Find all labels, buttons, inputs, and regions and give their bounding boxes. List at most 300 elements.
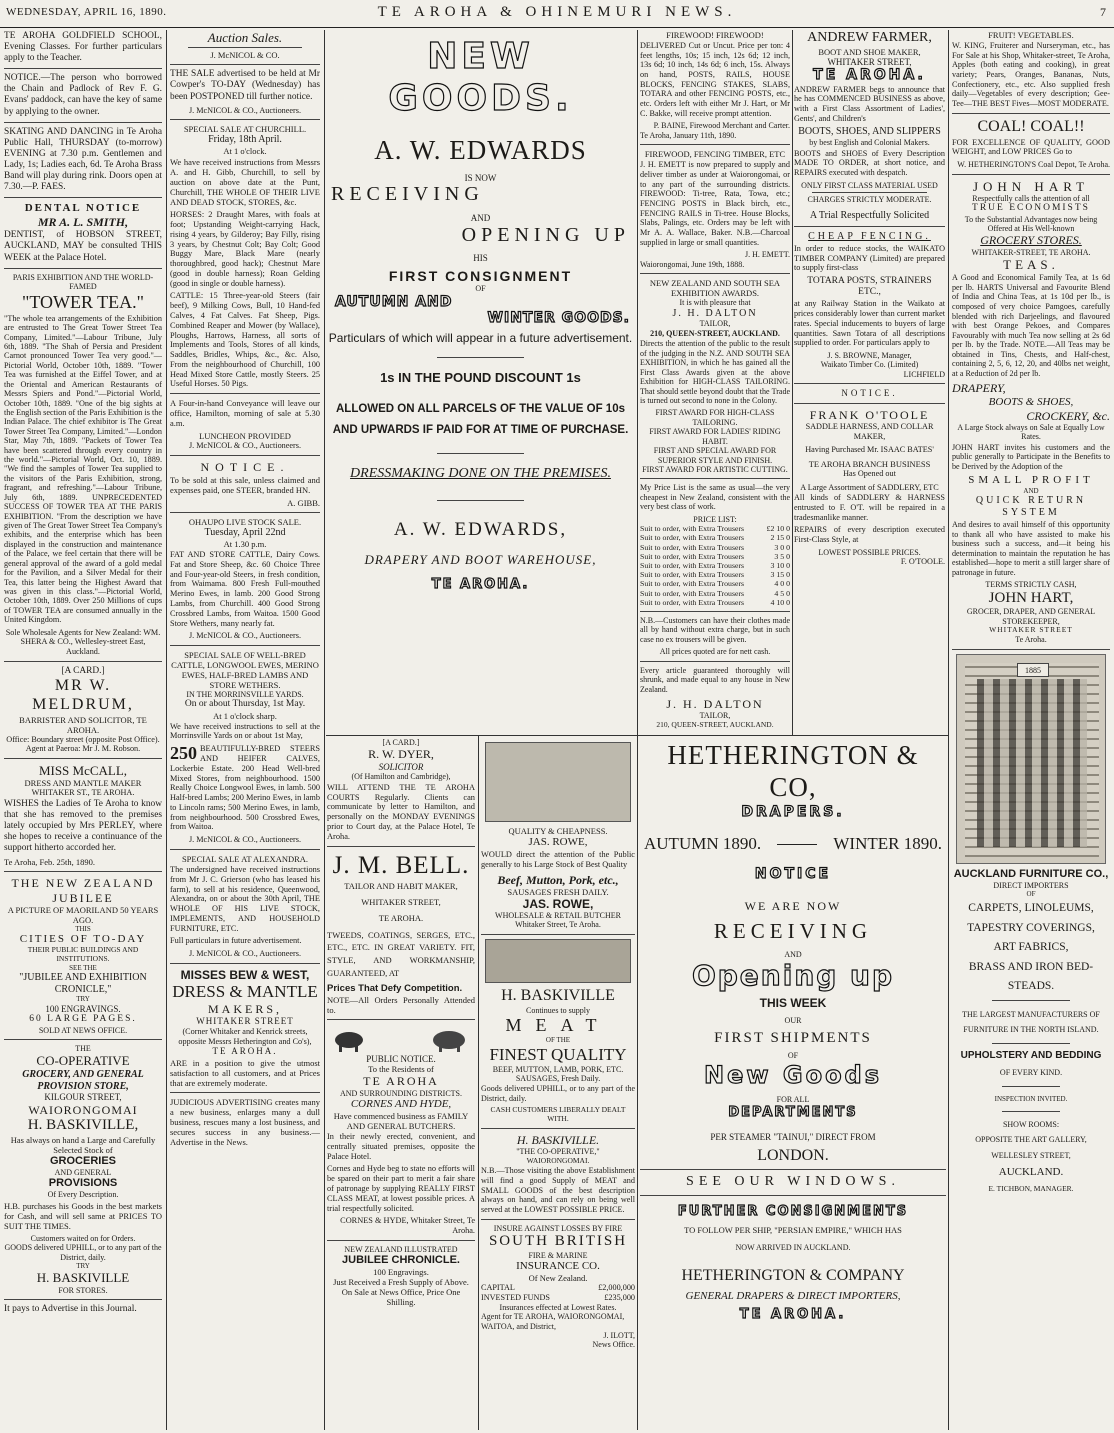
coop-sub: GROCERY, AND GENERAL PROVISION STORE, bbox=[22, 1068, 144, 1092]
coop-the: THE bbox=[75, 1043, 91, 1053]
cattle-illustration bbox=[485, 742, 631, 822]
baskiville-uphill: Goods delivered UPHILL, or to any part of the District, daily. bbox=[481, 1084, 635, 1103]
jubilee-chronicle: JUBILEE CHRONICLE. bbox=[342, 1254, 460, 1267]
hart-economists: TRUE ECONOMISTS bbox=[972, 203, 1090, 214]
pig-illustration bbox=[327, 1024, 475, 1054]
akl-title: AUCKLAND FURNITURE CO., bbox=[953, 867, 1109, 880]
heth-town: TE AROHA. bbox=[739, 1306, 847, 1322]
akl-brass: BRASS AND IRON BED- bbox=[968, 960, 1094, 973]
baskiville-name-2: H. BASKIVILLE. bbox=[516, 1133, 600, 1148]
cheap-body2: at any Railway Station in the Waikato at prices considerably lower than current market rates. Special inducements to buyers of large quantities. Sawn Totara of all descriptions supplied to order. For particulars apply to bbox=[794, 299, 945, 348]
dress-mantle: DRESS & MANTLE bbox=[172, 982, 318, 1002]
residents-sub: AND SURROUNDING DISTRICTS. bbox=[339, 1088, 462, 1098]
sb-body: Insurances effected at Lowest Rates. bbox=[499, 1302, 617, 1312]
akl-art: ART FABRICS, bbox=[993, 941, 1069, 954]
price-value: 3 15 0 bbox=[770, 570, 790, 580]
hart-teas-body: A Good and Economical Family Tea, at 1s 6d per lb. HARTS Universal and Favourite Blend of India and China Teas, at 1s 10d per lb., is composed of very choice Pamgoes, carefully blended with rich Darjeelings, and flavoured with best Orange Pekoes, and Compares Favourably with much Tea now selling at 2s 6d per lb. by the Trade. NOTE.—All Teas may be obtained in Tins, Chests, and Half-chest, containing 2, 5, 6, 12, 20, and 40lbs net weight, at a Reduction of 2d per lb. bbox=[952, 273, 1110, 378]
price-row bbox=[640, 589, 790, 598]
hart-small: SMALL PROFIT bbox=[968, 474, 1094, 487]
jubilee-sub4: "JUBILEE AND EXHIBITION CRONICLE," bbox=[19, 971, 147, 995]
ohaupo-body: FAT AND STORE CATTLE, Dairy Cows. Fat and Store Sheep, &c. 60 Choice Three and Four-year-old Steers, in fresh condition, from Waimama. 800 Fresh Full-mouthed Merino Ewes, in lamb. 200 Good Strong Lambs, from Churchill. 400 Good Strong Crossbred Lambs, from Waitoa. 1500 Good Store Wethers, many nearly fat. bbox=[170, 550, 320, 628]
hart-body3: JOHN HART invites his customers and the public generally to Participate in the Benefits to be Derived by the Adoption of the bbox=[952, 442, 1110, 471]
sale-body: We have received instructions to sell at the Morrinsville Yards on or about 1st May, bbox=[170, 721, 320, 741]
column-2 bbox=[170, 30, 320, 1430]
first-consignment: FIRST CONSIGNMENT bbox=[388, 267, 573, 284]
dental-title: DENTAL NOTICE bbox=[24, 202, 142, 215]
sb-agent-name: J. ILOTT, bbox=[603, 1331, 635, 1341]
baskiville-waior: WAIORONGOMAI. bbox=[526, 1155, 590, 1165]
price-value: 3 0 0 bbox=[774, 542, 790, 552]
column-5 bbox=[794, 30, 945, 735]
dyer-body: WILL ATTEND THE TE AROHA COURTS Regularly. Clients can communicate by letter to Hamilton, and personally on the MONDAY EVENINGS prior to Court day, at the Palace Hotel, Te Aroha. bbox=[327, 782, 475, 842]
firewood-head: FIREWOOD! FIREWOOD! bbox=[666, 30, 764, 40]
price-row bbox=[640, 552, 790, 561]
finest-quality: FINEST QUALITY bbox=[489, 1044, 627, 1064]
dalton-nb: N.B.—Customers can have their clothes made all by hand without extra charge, but in such case no ex trousers will be given. bbox=[640, 615, 790, 644]
heth-receiving: RECEIVING bbox=[713, 918, 873, 943]
heth-company: HETHERINGTON & COMPANY bbox=[681, 1266, 905, 1284]
hart-quick: QUICK RETURN SYSTEM bbox=[975, 495, 1087, 519]
farmer-name: ANDREW FARMER, bbox=[807, 30, 932, 45]
ohaupo-sale: OHAUPO LIVE STOCK SALE. bbox=[188, 517, 302, 528]
coop-orders: Customers waited on for Orders. bbox=[30, 1233, 136, 1243]
coop-try: TRY bbox=[76, 1262, 90, 1270]
sale-body: The undersigned have received instructions from Mr J. C. Grierson (who has leased his farm), to sell at his residence, Queenwood, Alexandra, on or about the 30th April, THE WHOLE OF HIS LIVE STOCK, IMPLEMENTS, AND HOUSEHOLD FURNITURE, ETC. bbox=[170, 864, 320, 933]
baskiville-supply: Continues to supply bbox=[525, 1005, 590, 1015]
farmer-body5: CHARGES STRICTLY MODERATE. bbox=[807, 195, 932, 205]
heth-departments: DEPARTMENTS bbox=[728, 1104, 858, 1120]
sale-body: Full particulars in future advertisement. bbox=[170, 936, 302, 946]
sale-time: At 1 o'clock. bbox=[223, 146, 267, 157]
baskiville-cash: CASH CUSTOMERS LIBERALLY DEALT WITH. bbox=[490, 1105, 626, 1124]
column-rule bbox=[948, 30, 949, 1430]
heth-of: OF bbox=[787, 1051, 799, 1061]
award-2: FIRST AWARD FOR LADIES' RIDING HABIT. bbox=[649, 427, 781, 446]
lichfield: LICHFIELD bbox=[903, 369, 945, 379]
tea-body: "The whole tea arrangements of the Exhibition are entrusted to The Great Tower Street Tea Company, Limited."—Labour Tribune, July 6th, 1889. "The Shah of Persia and President Carnot pronounced Tower Tea very good."—Pictorial World, October 10th, 1889. "Tower Tea was furnished at the Eiffel Tower, and at the Oriental and American Restaurants of Messrs Spiers and Pond."—Pictorial World, October 10th, 1889. "One of the big sights at the English section of the Paris Exhibition is the Indian Palace. The chief exhibitor is The Great Tower Street Tea Company, Limited."—London Star, May 7th, 1889. "Packets of Tower Tea have been scattered through every country in the world."—Pictorial World, Oct. 10, 1889. "We find the samples of Tower Tea supplied to the visitors of the Paris Exhibition, strong, fragrant, and refreshing."—Labour Tribune, July 6th, 1889. UNPRECEDENTED SUCCESS OF TOWER TEA AT THE PARIS EXHIBITION. "From the description we have given of The Great Tower Street Tea Company's exhibits, and the enterprise which has been displayed in the construction and maintenance of the Palace, we feel certain that there will be general approval of the award of a gold medal for the Pavilion, and a Silver Medal for their Tea, this latter being the Highest Award that was given in this class."—Pictorial World, October 10th, 1889. Over 250 Millions of cups of TOWER TEA are consumed annually in the United Kingdom. bbox=[4, 313, 162, 625]
timber-sign: J. H. EMETT. bbox=[745, 250, 790, 260]
hart-body: Respectfully calls the attention of all bbox=[972, 193, 1090, 203]
hart-street: WHITAKER STREET bbox=[989, 625, 1073, 635]
column-3b bbox=[481, 738, 635, 1428]
hart-town: Te Aroha. bbox=[1015, 635, 1047, 645]
cornes-body: Have commenced business as FAMILY AND GENERAL BUTCHERS. bbox=[333, 1111, 469, 1132]
divider bbox=[326, 735, 637, 736]
heth-london: LONDON. bbox=[757, 1146, 829, 1164]
price-row bbox=[640, 598, 790, 607]
newspaper-title: TE AROHA & OHINEMURI NEWS. bbox=[377, 4, 737, 20]
akl-every-kind: OF EVERY KIND. bbox=[999, 1068, 1063, 1078]
firewood-body: DELIVERED Cut or Uncut. Price per ton: 4 feet lengths, 10s; 15 inch, 12s 6d; 12 inch, 13s 6d; 10 inch, 14s 6d; 6 inch, 15s. Always on hand, POSTS, RAILS, HOUSE BLOCKS, FENCING STAKES, SLABS, TOTARA and other FENCING POSTS, etc., etc. Orders left with either Mr J. Hart, or Mr C. Bakke, will receive prompt attention. bbox=[640, 41, 790, 118]
jubilee-sub1: A PICTURE OF MAORILAND 50 YEARS AGO. bbox=[7, 904, 159, 925]
number-250: 250 bbox=[170, 743, 197, 764]
price-row bbox=[640, 561, 790, 570]
akl-inspection: INSPECTION INVITED. bbox=[994, 1094, 1068, 1103]
and: AND bbox=[470, 213, 491, 223]
jubilee-sub2: CITIES OF TO-DAY bbox=[19, 932, 147, 945]
card-label: [A CARD.] bbox=[61, 665, 105, 676]
bell-trade: TAILOR AND HABIT MAKER, bbox=[344, 880, 458, 891]
residents-town: TE AROHA bbox=[363, 1074, 439, 1089]
rowe-trade: WHOLESALE & RETAIL BUTCHER bbox=[495, 910, 621, 920]
otoole-saddlery-body: All kinds of SADDLERY & HARNESS entrusted to F. O'T. will be repaired in a tradesmanlike manner. bbox=[794, 493, 945, 522]
special-sale-churchill: SPECIAL SALE AT CHURCHILL. bbox=[183, 124, 307, 135]
otoole-body: Having Purchased Mr. ISAAC BATES' bbox=[805, 445, 934, 455]
hart-address: WHITAKER-STREET, TE AROHA. bbox=[971, 247, 1091, 257]
coop-place: WAIORONGOMAI bbox=[28, 1102, 138, 1117]
cheap-body: In order to reduce stocks, the WAIKATO TIMBER COMPANY (Limited) are prepared to supply first-class bbox=[794, 244, 945, 273]
jubilee-try: TRY bbox=[76, 995, 90, 1004]
akl-showrooms: SHOW ROOMS: bbox=[1002, 1119, 1060, 1129]
bew-body: (Corner Whitaker and Kenrick streets, opposite Messrs Hetherington and Co's), bbox=[178, 1026, 312, 1046]
jubilee-head: NEW ZEALAND ILLUSTRATED bbox=[344, 1244, 458, 1254]
notice: NOTICE. bbox=[841, 388, 898, 399]
advertise-notice: It pays to Advertise in this Journal. bbox=[4, 1304, 137, 1315]
makers: MAKERS, bbox=[207, 1002, 282, 1017]
column-rule bbox=[637, 30, 638, 1430]
timber-date: Waiorongomai, June 19th, 1888. bbox=[640, 259, 745, 269]
hart-teas: TEAS. bbox=[1003, 257, 1059, 273]
akl-wellesley: WELLESLEY STREET, bbox=[991, 1150, 1071, 1160]
heth-opening: Opening up bbox=[691, 959, 895, 993]
hart-cash: TERMS STRICTLY CASH, bbox=[985, 580, 1077, 590]
price-head: PRICE LIST: bbox=[693, 514, 737, 524]
price-item: Suit to order, with Extra Trousers bbox=[640, 524, 745, 534]
totara: TOTARA POSTS, STRAINERS bbox=[807, 276, 932, 287]
auctioneer-sign: J. McNICOL & CO., Auctioneers. bbox=[188, 835, 302, 845]
sale-postponed: THE SALE advertised to be held at Mr Cowper's TO-DAY (Wednesday) has been POSTPONED till further notice. bbox=[170, 69, 320, 102]
coop-and: AND GENERAL bbox=[54, 1167, 112, 1177]
mccall-name: MISS McCALL, bbox=[38, 762, 128, 778]
mcnicol-header: J. McNICOL & CO. bbox=[210, 50, 280, 61]
rowe-address: Whitaker Street, Te Aroha. bbox=[515, 920, 601, 930]
coop-description: Of Every Description. bbox=[47, 1190, 119, 1200]
price-item: Suit to order, with Extra Trousers bbox=[640, 533, 745, 543]
coal-title: COAL! COAL!! bbox=[977, 117, 1085, 135]
dalton-tailor: TAILOR, bbox=[699, 319, 731, 329]
divider bbox=[637, 735, 948, 736]
cornes-hyde: CORNES AND HYDE, bbox=[350, 1098, 452, 1111]
otoole-repairs: REPAIRS of every description executed First-Class Style, at bbox=[794, 525, 945, 544]
drapery-warehouse: DRAPERY AND BOOT WAREHOUSE, bbox=[364, 551, 597, 567]
meldrum-name: MR W. MELDRUM, bbox=[32, 676, 134, 713]
hart-body2: To the Substantial Advantages now being Offered at His Well-known bbox=[964, 214, 1098, 233]
auctioneer-sign: J. McNICOL & CO., Auctioneers. bbox=[188, 105, 302, 115]
jubilee-sold: SOLD AT NEWS OFFICE. bbox=[38, 1025, 128, 1035]
dalton-address: 210, QUEEN-STREET, AUCKLAND. bbox=[650, 328, 780, 338]
akl-upholstery: UPHOLSTERY AND BEDDING bbox=[960, 1050, 1102, 1062]
firewood-date: Te Aroha, January 11th, 1890. bbox=[640, 130, 737, 140]
nz-awards-head: NEW ZEALAND AND SOUTH SEA EXHIBITION AWARDS. bbox=[649, 278, 781, 299]
dyer-sub: (Of Hamilton and Cambridge), bbox=[351, 772, 451, 782]
edwards-town: TE AROHA. bbox=[431, 576, 530, 592]
edwards-name-2: A. W. EDWARDS, bbox=[393, 519, 568, 541]
hart-large-stock: A Large Stock always on Sale at Equally Low Rates. bbox=[957, 422, 1105, 442]
bell-name: J. M. BELL. bbox=[332, 852, 470, 880]
dalton-name-2: J. H. DALTON bbox=[666, 696, 764, 711]
bew-west: MISSES BEW & WEST, bbox=[180, 967, 310, 982]
heth-windows: SEE OUR WINDOWS. bbox=[686, 1174, 900, 1190]
new-goods-title: NEW GOODS. bbox=[388, 36, 573, 120]
heth-autumn: AUTUMN 1890. bbox=[644, 834, 762, 854]
price-value: 3 5 0 bbox=[774, 551, 790, 561]
of: OF bbox=[475, 284, 486, 294]
award-3: FIRST AND SPECIAL AWARD FOR SUPERIOR STYLE AND FINISH. bbox=[653, 446, 777, 465]
baskiville-meat: MEAT bbox=[505, 1015, 611, 1036]
akl-largest: THE LARGEST MANUFACTURERS OF FURNITURE IN THE NORTH ISLAND. bbox=[962, 1010, 1100, 1035]
jubilee-this: THIS bbox=[75, 924, 91, 933]
hart-drapery: DRAPERY, bbox=[952, 381, 1006, 396]
column-rule bbox=[166, 30, 167, 1430]
heth-general: GENERAL DRAPERS & DIRECT IMPORTERS, bbox=[685, 1289, 901, 1302]
award-4: FIRST AWARD FOR ARTISTIC CUTTING. bbox=[642, 465, 788, 475]
timber-body: J. H. EMETT is now prepared to supply and deliver timber as under at Waiorongomai, or to any part of the surrounding districts. FIREWOOD: Ti-tree, Rata, Towa, etc.; FENCING POSTS in Black birch, etc., FENCING RAILS in Ti-tree. House Blocks, Slabs, Palings, etc. Orders may be left with Mr A. A. Wallace, Baker. N.B.—Charcoal supplied in large or small quantities. bbox=[640, 160, 790, 247]
browne: J. S. BROWNE, Manager, bbox=[827, 350, 912, 360]
sale-conveyance: A Four-in-hand Conveyance will leave our office, Hamilton, morning of sale at 5.30 a.m. bbox=[170, 398, 320, 429]
hart-crockery: CROCKERY, &c. bbox=[1026, 408, 1110, 423]
column-4 bbox=[640, 30, 790, 735]
bell-street: WHITAKER STREET, bbox=[361, 896, 441, 907]
sb-nz: Of New Zealand. bbox=[528, 1273, 588, 1284]
allowed-line: ALLOWED ON ALL PARCELS OF THE VALUE OF 10s AND UPWARDS IF PAID FOR AT TIME OF PURCHASE. bbox=[332, 403, 629, 436]
heth-steamer: PER STEAMER "TAINUI," DIRECT FROM bbox=[710, 1131, 876, 1142]
heth-our: OUR bbox=[784, 1016, 802, 1026]
notice-title: NOTICE. bbox=[200, 460, 290, 474]
baskiville-nb: N.B.—Those visiting the above Establishment will find a good Supply of MEAT and SMALL GOODS of the best description always on hand, and can rely on being well served at the LOWEST POSSIBLE PRICE. bbox=[481, 1166, 635, 1215]
heth-this-week: THIS WEEK bbox=[759, 996, 827, 1011]
bell-note: NOTE—All Orders Personally Attended to. bbox=[327, 994, 475, 1015]
price-row bbox=[640, 579, 790, 588]
fruit-head: FRUIT! VEGETABLES. bbox=[988, 30, 1074, 40]
sale-yards: IN THE MORRINSVILLE YARDS. bbox=[186, 690, 304, 700]
sb-insurance: INSURANCE CO. bbox=[516, 1260, 600, 1273]
heth-for-all: FOR ALL bbox=[776, 1095, 810, 1105]
dalton-address-2: 210, QUEEN-STREET, AUCKLAND. bbox=[656, 719, 774, 729]
issue-date: WEDNESDAY, APRIL 16, 1890. bbox=[6, 6, 167, 18]
special-sale-alexandra: SPECIAL SALE AT ALEXANDRA. bbox=[181, 853, 309, 864]
coop-body: Has always on hand a Large and Carefully Selected Stock of bbox=[10, 1134, 156, 1155]
timber-head: FIREWOOD, FENCING TIMBER, ETC bbox=[644, 149, 786, 160]
heth-drapers: DRAPERS. bbox=[741, 803, 845, 820]
browne-co: Waikato Timber Co. (Limited) bbox=[820, 360, 919, 370]
coop-provisions: PROVISIONS bbox=[48, 1177, 118, 1190]
price-item: Suit to order, with Extra Trousers bbox=[640, 560, 745, 570]
farmer-body3: BOOTS and SHOES of Every Description MADE TO ORDER, at short notice, and REPAIRS executed with despatch. bbox=[794, 148, 945, 177]
jubilee-sub3: THEIR PUBLIC BUILDINGS AND INSTITUTIONS. bbox=[27, 944, 139, 963]
coop-owner: H. BASKIVILLE, bbox=[27, 1117, 139, 1134]
coal-sign: W. HETHERINGTON'S Coal Depot, Te Aroha. bbox=[957, 160, 1110, 170]
totara-etc: ETC., bbox=[858, 287, 881, 298]
auctioneer-sign: J. McNICOL & CO., Auctioneers. bbox=[188, 441, 302, 451]
price-value: 3 10 0 bbox=[770, 560, 790, 570]
price-item: Suit to order, with Extra Trousers bbox=[640, 588, 745, 598]
column-6 bbox=[952, 30, 1110, 1430]
price-item: Suit to order, with Extra Trousers bbox=[640, 597, 745, 607]
farmer-body4: ONLY FIRST CLASS MATERIAL USED bbox=[801, 180, 938, 190]
opening-up: OPENING UP bbox=[461, 223, 630, 246]
meldrum-office: Office: Boundary street (opposite Post Office). bbox=[6, 734, 160, 744]
edwards-name: A. W. EDWARDS bbox=[374, 134, 587, 165]
heth-first: FIRST SHIPMENTS bbox=[714, 1029, 872, 1046]
notice-body: To be sold at this sale, unless claimed and expenses paid, one STEER, branded HN. bbox=[170, 475, 320, 496]
dental-body: DENTIST, of HOBSON STREET, AUCKLAND, MAY be consulted THIS WEEK at the Palace Hotel. bbox=[4, 230, 162, 263]
price-row bbox=[640, 533, 790, 542]
dalton-tailor-2: TAILOR, bbox=[699, 711, 731, 721]
akl-steads: STEADS. bbox=[1007, 980, 1055, 993]
dental-name: MR A. L. SMITH, bbox=[37, 215, 129, 230]
otoole-opened: Has Opened out bbox=[843, 468, 896, 478]
skating-notice: SKATING AND DANCING in Te Aroha Public Hall, THURSDAY (to-morrow) EVENING at 7.30 p.m. Gentlemen and Lady, 1s; Ladies each, 6d. Te Aroha Brass Band will play during rink. Doors open at 7.30.—P. FAES. bbox=[4, 126, 162, 193]
dalton-name: J. H. DALTON bbox=[672, 307, 758, 319]
akl-of: OF bbox=[1026, 889, 1036, 898]
discount-line: 1s IN THE POUND DISCOUNT 1s bbox=[380, 369, 581, 385]
dalton-guarantee: Every article guaranteed thoroughly will shrunk, and made equal to any house in New Zealand. bbox=[640, 665, 790, 694]
coop-title: CO-OPERATIVE bbox=[36, 1053, 130, 1069]
sb-funds: INVESTED FUNDS £235,000 bbox=[481, 1293, 635, 1303]
baskiville-ofthe: OF THE bbox=[545, 1036, 571, 1045]
baskiville-name: H. BASKIVILLE bbox=[501, 986, 615, 1004]
cheap-fencing: CHEAP FENCING. bbox=[808, 231, 931, 243]
residents: To the Residents of bbox=[368, 1064, 434, 1075]
coop-groceries: GROCERIES bbox=[49, 1154, 116, 1167]
bell-town: TE AROHA. bbox=[378, 912, 424, 923]
firewood-sign: P. BAINE, Firewood Merchant and Carter. bbox=[653, 121, 790, 131]
otoole-sign: F. O'TOOLE. bbox=[900, 557, 945, 567]
judicious-notice: JUDICIOUS ADVERTISING creates many a new business, enlarges many a dull business, rescues many a lost business, and secures success in any business.—Advertise in the News. bbox=[170, 1096, 320, 1147]
heth-new-goods: New Goods bbox=[703, 1060, 883, 1089]
sale-time: At 1 o'clock sharp. bbox=[213, 710, 277, 721]
farmer-body2: by best English and Colonial Makers. bbox=[809, 138, 930, 148]
jubilee-engravings: 100 Engravings. bbox=[373, 1267, 429, 1278]
otoole-name: FRANK O'TOOLE bbox=[809, 407, 930, 422]
hart-and: AND bbox=[1023, 487, 1039, 496]
akl-tichbon: E. TICHBON, MANAGER. bbox=[988, 1184, 1074, 1194]
otoole-branch: TE AROHA BRANCH BUSINESS bbox=[808, 458, 931, 469]
otoole-trade: SADDLE HARNESS, AND COLLAR MAKER, bbox=[805, 421, 934, 441]
hetherington-ad bbox=[640, 740, 946, 1430]
sale-luncheon: LUNCHEON PROVIDED bbox=[199, 431, 291, 442]
heth-notice: NOTICE bbox=[754, 866, 832, 883]
meldrum-agent: Agent at Paeroa: Mr J. M. Robson. bbox=[25, 744, 141, 754]
bew-body2: ARE in a position to give the utmost satisfaction to all customers, and at Prices that are extremely moderate. bbox=[170, 1057, 320, 1088]
building-illustration bbox=[956, 654, 1106, 864]
winter-goods: WINTER GOODS. bbox=[487, 310, 630, 327]
jubilee-pages: 60 LARGE PAGES. bbox=[29, 1014, 137, 1025]
king-body: W. KING, Fruiterer and Nurseryman, etc., has For Sale at his Shop, Whitaker-street, Te Aroha, Apples (both eating and cooking), in great variety; Pears, Oranges, Bananas, Nuts, Confectionery, etc., etc. Also supplied fresh daily—Vegetables of every description; Gee-Tee—THE BEST Fives—MOST MODERATE. bbox=[952, 41, 1110, 109]
sale-date: Tuesday, April 22nd bbox=[204, 527, 286, 539]
sale-time: At 1.30 p.m. bbox=[223, 539, 267, 550]
rowe-body: WOULD direct the attention of the Public generally to his Large Stock of Best Quality bbox=[481, 849, 635, 869]
rowe-name-2: JAS. ROWE, bbox=[522, 896, 594, 911]
quality-cheapness: QUALITY & CHEAPNESS. bbox=[508, 826, 608, 836]
jubilee-body: Just Received a Fresh Supply of Above. On Sale at News Office, Price One Shilling. bbox=[333, 1277, 469, 1308]
heth-arrived: NOW ARRIVED IN AUCKLAND. bbox=[735, 1243, 851, 1253]
sb-agent-office: News Office. bbox=[592, 1340, 635, 1350]
sale-body: BEAUTIFULLY-BRED STEERS AND HEIFER CALVES, Lockerbie Estate. 200 Head Well-bred Mixed Stores, from neighbourhood. 1500 Really Choice Longwool Ewes, in lamb. 500 Half-bred Lambs; 200 Merino Ewes, in lamb to Lincoln rams; 500 Merino Ewes, in lamb, from neighbourhood. 500 Crossbred Ewes, from Waitoa. bbox=[170, 744, 320, 832]
coop-stores: FOR STORES. bbox=[58, 1285, 108, 1295]
jubilee-engravings: 100 ENGRAVINGS. bbox=[45, 1003, 121, 1014]
coop-goods: GOODS delivered UPHILL, or to any part of the District, daily. bbox=[4, 1243, 162, 1262]
auctioneer-sign: J. McNICOL & CO., Auctioneers. bbox=[188, 631, 302, 641]
akl-tapestry: TAPESTRY COVERINGS, bbox=[967, 921, 1095, 934]
otoole-lowest: LOWEST POSSIBLE PRICES. bbox=[818, 547, 921, 557]
sale-body: We have received instructions from Messrs A. and H. Gibb, Churchill, to sell by auction on above date at the Punt, Churchill, THE WHOLE OF THEIR LIVE AND DEAD STOCK, STORES, &c. bbox=[170, 157, 320, 208]
school-notice: TE AROHA GOLDFIELD SCHOOL, Evening Classes. For further particulars apply to the Teacher. bbox=[4, 31, 162, 64]
dressmaking: DRESSMAKING DONE ON THE PREMISES. bbox=[350, 465, 611, 481]
column-rule bbox=[324, 30, 325, 1430]
hart-trade: GROCER, DRAPER, AND GENERAL STOREKEEPER, bbox=[966, 607, 1096, 626]
bell-prices: Prices That Defy Competition. bbox=[327, 982, 463, 994]
heth-further: FURTHER CONSIGNMENTS bbox=[677, 1203, 909, 1219]
sale-date: On or about Thursday, 1st May. bbox=[184, 699, 306, 710]
hart-name-2: JOHN HART, bbox=[988, 589, 1074, 606]
jubilee-title: THE NEW ZEALAND JUBILEE bbox=[11, 876, 155, 905]
auction-title: Auction Sales. bbox=[207, 30, 283, 45]
akl-direct: DIRECT IMPORTERS bbox=[993, 880, 1069, 890]
coop-street: KILGOUR STREET, bbox=[44, 1092, 122, 1103]
price-row bbox=[640, 543, 790, 552]
his: HIS bbox=[473, 253, 488, 264]
card-label: [A CARD.] bbox=[382, 738, 420, 747]
hart-grocery: GROCERY STORES. bbox=[980, 233, 1082, 248]
rowe-sausages: SAUSAGES FRESH DAILY. bbox=[507, 886, 609, 897]
cornes-body3: Cornes and Hyde beg to state no efforts will be spared on their part to merit a fair share of patronage by supplying REALLY FIRST CLASS MEAT, at lowest possible prices. A trial respectfully solicited. bbox=[327, 1164, 475, 1213]
heth-winter: WINTER 1890. bbox=[833, 834, 942, 854]
rowe-name: JAS. ROWE, bbox=[528, 836, 588, 849]
sb-capital: CAPITAL £2,000,000 bbox=[481, 1283, 635, 1293]
price-value: 4 10 0 bbox=[770, 597, 790, 607]
mccall-body: WISHES the Ladies of Te Aroha to know that she has removed to the premises lately occupied by Mrs PERLEY, where she hopes to receive a continuance of the support hitherto accorded her. bbox=[4, 798, 162, 854]
jubilee-see: SEE THE bbox=[69, 963, 97, 972]
hart-name: JOHN HART bbox=[972, 178, 1090, 194]
tea-head: PARIS EXHIBITION AND THE WORLD-FAMED bbox=[12, 272, 154, 292]
column-1 bbox=[4, 30, 162, 1430]
tea-title: "TOWER TEA." bbox=[21, 291, 145, 312]
price-item: Suit to order, with Extra Trousers bbox=[640, 551, 745, 561]
south-british: SOUTH BRITISH bbox=[488, 1233, 628, 1250]
solicitor: SOLICITOR bbox=[378, 761, 424, 772]
award-1: FIRST AWARD FOR HIGH-CLASS TAILORING. bbox=[655, 408, 775, 427]
heth-follow: TO FOLLOW PER SHIP, "PERSIAN EMPIRE," WHICH HAS bbox=[684, 1225, 902, 1236]
heth-and: AND bbox=[784, 949, 802, 959]
nz-body: Directs the attention of the public to the result of the judging in the N.Z. AND SOUTH SEA EXHIBITION, in which he has gained all the First Class Awards given at the above Exhibition for HIGH-CLASS TAILORING. That should settle beyond doubt that the Trade is turned out second to none in the Colony. bbox=[640, 339, 790, 405]
page-number: 7 bbox=[1100, 5, 1106, 19]
farmer-town: TE AROHA. bbox=[813, 67, 926, 84]
price-row bbox=[640, 570, 790, 579]
bell-body: TWEEDS, COATINGS, SERGES, ETC., ETC., ETC. IN GREAT VARIETY. FIT, STYLE, AND WORKMANSHIP, GUARANTEED, AT bbox=[327, 929, 475, 978]
hart-body4: And desires to avail himself of this opportunity to thank all who have assisted to make his business such a success, and—it being his determination to maintain the reputation he has established—hope to merit a still larger share of patronage in future. bbox=[952, 519, 1110, 577]
farmer-street: WHITAKER STREET, bbox=[827, 56, 912, 67]
price-item: Suit to order, with Extra Trousers bbox=[640, 570, 745, 580]
akl-opposite: OPPOSITE THE ART GALLERY, bbox=[975, 1135, 1087, 1145]
heth-we-are: WE ARE NOW bbox=[744, 898, 842, 913]
coop-body2: H.B. purchases his Goods in the best markets for Cash, and will sell same at PRICES TO SUIT THE TIMES. bbox=[4, 1200, 162, 1231]
mccall-date: Te Aroha, Feb. 25th, 1890. bbox=[4, 857, 96, 868]
baskiville-coop: "THE CO-OPERATIVE," bbox=[516, 1147, 600, 1157]
special-sale-cattle: SPECIAL SALE OF WELL-BRED CATTLE, LONGWOOL EWES, MERINO EWES, HALF-BRED LAMBS AND STORE WETHERS. bbox=[171, 649, 319, 690]
price-value: 4 0 0 bbox=[774, 579, 790, 589]
akl-auckland: AUCKLAND. bbox=[998, 1166, 1064, 1179]
heth-title: HETHERINGTON & CO, bbox=[667, 740, 919, 802]
nz-intro: It is with pleasure that bbox=[679, 298, 751, 308]
particulars: Particulars of which will appear in a future advertisement. bbox=[328, 330, 633, 345]
farmer-body: ANDREW FARMER begs to announce that he has COMMENCED BUSINESS as above, with a First Class Assortment of Ladies', Gents', and Children's bbox=[794, 84, 945, 123]
public-notice: PUBLIC NOTICE. bbox=[366, 1053, 436, 1064]
bew-street: WHITAKER STREET bbox=[196, 1016, 294, 1027]
price-intro: My Price List is the same as usual—the very cheapest in New Zealand, consistent with the very best class of work. bbox=[640, 483, 790, 512]
sale-horses: HORSES: 2 Draught Mares, with foals at foot; Upstanding Weight-carrying Hack, rising 4 years, by Gilderoy; Bay Filly, rising 3 years, by Chestnut Colt; Bay Colt; Good Buggy Mare, Black Mare (nearly thoroughbred, good hack); Chestnut Mare (good in double harness); Roan Gelding (good in single or double harness). bbox=[170, 210, 320, 288]
price-value: 2 15 0 bbox=[770, 533, 790, 543]
